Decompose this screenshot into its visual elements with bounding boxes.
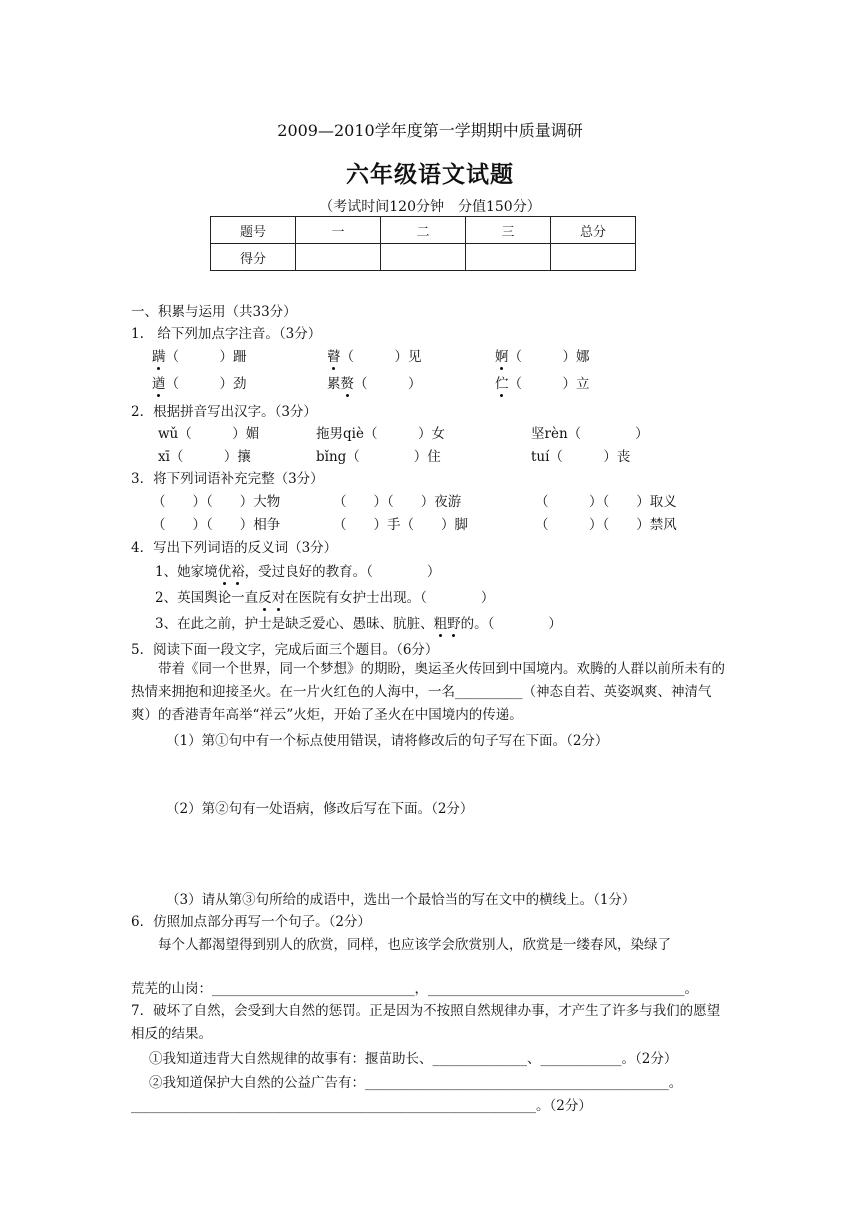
q6-line2: 荒芜的山岗：______________________________，______________________________________。 xyxy=(131,981,698,997)
dotted-char: 反 xyxy=(258,590,272,606)
q1-row2-item1 xyxy=(152,372,247,392)
blank-text: （ ） xyxy=(354,376,422,392)
sentence-text: ，受过良好的教育。（ ） xyxy=(244,564,441,580)
q3-item: （ ）手（ ）脚 xyxy=(333,517,468,533)
score-cell: 三 xyxy=(466,217,551,244)
q5-passage: 带着《同一个世界，同一个梦想》的期盼，奥运圣火传回到中国境内。欢腾的人群以前所未有的热情来拥抱和迎接圣火。在一片火红色的人海中，一名__________（神态自若、英姿飒爽、神清气爽）的香港青年高举“祥云”火炬，开始了圣火在中国境内的传递。 xyxy=(131,661,725,723)
q1-row1-item2 xyxy=(327,345,422,365)
sentence-text: 1、她家境 xyxy=(155,564,218,580)
q2-item: tuí（ ）丧 xyxy=(531,449,631,465)
q7-stem: 7．破坏了自然，会受到大自然的惩罚。正是因为不按照自然规律办事，才产生了许多与我们的愿望相反的结果。 xyxy=(131,1003,721,1042)
dotted-char: 婀 xyxy=(495,349,509,365)
dotted-char: 优 xyxy=(217,564,232,580)
score-cell: 题号 xyxy=(211,217,296,244)
sentence-text: 2、英国舆论一直 xyxy=(155,590,259,606)
q3-item: （ ）（ ）夜游 xyxy=(333,494,462,510)
score-input-cell[interactable] xyxy=(466,244,551,271)
dotted-char: 裕 xyxy=(231,564,245,580)
exam-year-line: 2009—2010学年度第一学期期中质量调研 xyxy=(277,121,583,140)
blank-text: （ ）劲 xyxy=(165,376,247,392)
q1-row2-item2 xyxy=(327,372,422,392)
q3-item: （ ）（ ）取义 xyxy=(535,494,677,510)
sentence-text: 的。（ ） xyxy=(460,616,562,632)
score-input-cell[interactable] xyxy=(296,244,381,271)
q6-stem: 6．仿照加点部分再写一个句子。（2分） xyxy=(131,914,371,930)
q3-stem: 3．将下列词语补充完整（3分） xyxy=(131,471,324,487)
q2-item: 坚rèn（ ） xyxy=(531,426,649,442)
score-input-cell[interactable] xyxy=(381,244,466,271)
blank-text: （ ）立 xyxy=(508,376,590,392)
q2-item: wǔ（ ）媚 xyxy=(158,426,260,442)
score-input-cell[interactable] xyxy=(551,244,636,271)
dotted-char: 瞽 xyxy=(327,349,341,365)
q1-row1-item1 xyxy=(152,345,247,365)
dotted-char: 粗 xyxy=(433,616,448,632)
q4-sentence xyxy=(155,612,562,632)
score-table xyxy=(210,216,636,271)
q5-sub1: （1）第①句中有一个标点使用错误，请将修改后的句子写在下面。（2分） xyxy=(166,733,609,749)
q5-sub2: （2）第②句有一处语病，修改后写在下面。（2分） xyxy=(166,801,474,817)
q7-sub1: ①我知道违背大自然规律的故事有：揠苗助长、______________、____________。（2分） xyxy=(149,1051,678,1067)
section-heading: 一、积累与运用（共33分） xyxy=(131,304,297,320)
dotted-char: 对 xyxy=(271,590,286,606)
q3-item: （ ）（ ）大物 xyxy=(152,494,281,510)
q2-item: xī（ ）攘 xyxy=(158,449,251,465)
q4-sentence xyxy=(155,560,440,580)
q7-sub2-continued: ____________________________________________________________。（2分） xyxy=(131,1098,592,1114)
blank-text: （ ）娜 xyxy=(508,349,590,365)
score-cell: 二 xyxy=(381,217,466,244)
score-table-score-row xyxy=(211,244,636,271)
q2-item: 拖男qiè（ ）女 xyxy=(316,426,445,442)
q6-line1: 每个人都渴望得到别人的欣赏，同样，也应该学会欣赏别人，欣赏是一缕春风，染绿了 xyxy=(158,937,671,953)
q4-stem: 4．写出下列词语的反义词（3分） xyxy=(131,540,338,556)
q3-item: （ ）（ ）禁风 xyxy=(535,517,677,533)
q1-stem: 1. 给下列加点字注音。（3分） xyxy=(131,326,322,342)
q2-stem: 2．根据拼音写出汉字。（3分） xyxy=(131,404,317,420)
blank-text: （ ）见 xyxy=(340,349,422,365)
q1-row1-item3 xyxy=(495,345,590,365)
q5-sub3: （3）请从第③句所给的成语中，选出一个最恰当的写在文中的横线上。（1分） xyxy=(166,892,636,908)
q4-sentence xyxy=(155,586,494,606)
dotted-char: 伫 xyxy=(495,376,509,392)
q2-item: bǐng（ ）住 xyxy=(316,449,441,465)
q3-item: （ ）（ ）相争 xyxy=(152,517,281,533)
score-table-header-row xyxy=(211,217,636,244)
exam-info: （考试时间120分钟 分值150分） xyxy=(319,199,541,215)
score-cell: 得分 xyxy=(211,244,296,271)
score-cell: 一 xyxy=(296,217,381,244)
sentence-text: 在医院有女护士出现。（ ） xyxy=(285,590,495,606)
exam-title: 六年级语文试题 xyxy=(346,161,514,188)
dotted-char: 赘 xyxy=(340,376,354,392)
blank-text: （ ）跚 xyxy=(165,349,247,365)
plain-char: 累 xyxy=(327,376,341,392)
sentence-text: 3、在此之前，护士是缺乏爱心、愚昧、肮脏、 xyxy=(155,616,434,632)
q5-stem: 5．阅读下面一段文字，完成后面三个题目。（6分） xyxy=(131,642,439,658)
dotted-char: 遒 xyxy=(152,376,166,392)
q1-row2-item3 xyxy=(495,372,590,392)
score-cell: 总分 xyxy=(551,217,636,244)
dotted-char: 野 xyxy=(447,616,461,632)
dotted-char: 蹒 xyxy=(152,349,166,365)
q7-sub2: ②我知道保护大自然的公益广告有：_____________________________________________。 xyxy=(149,1075,683,1091)
